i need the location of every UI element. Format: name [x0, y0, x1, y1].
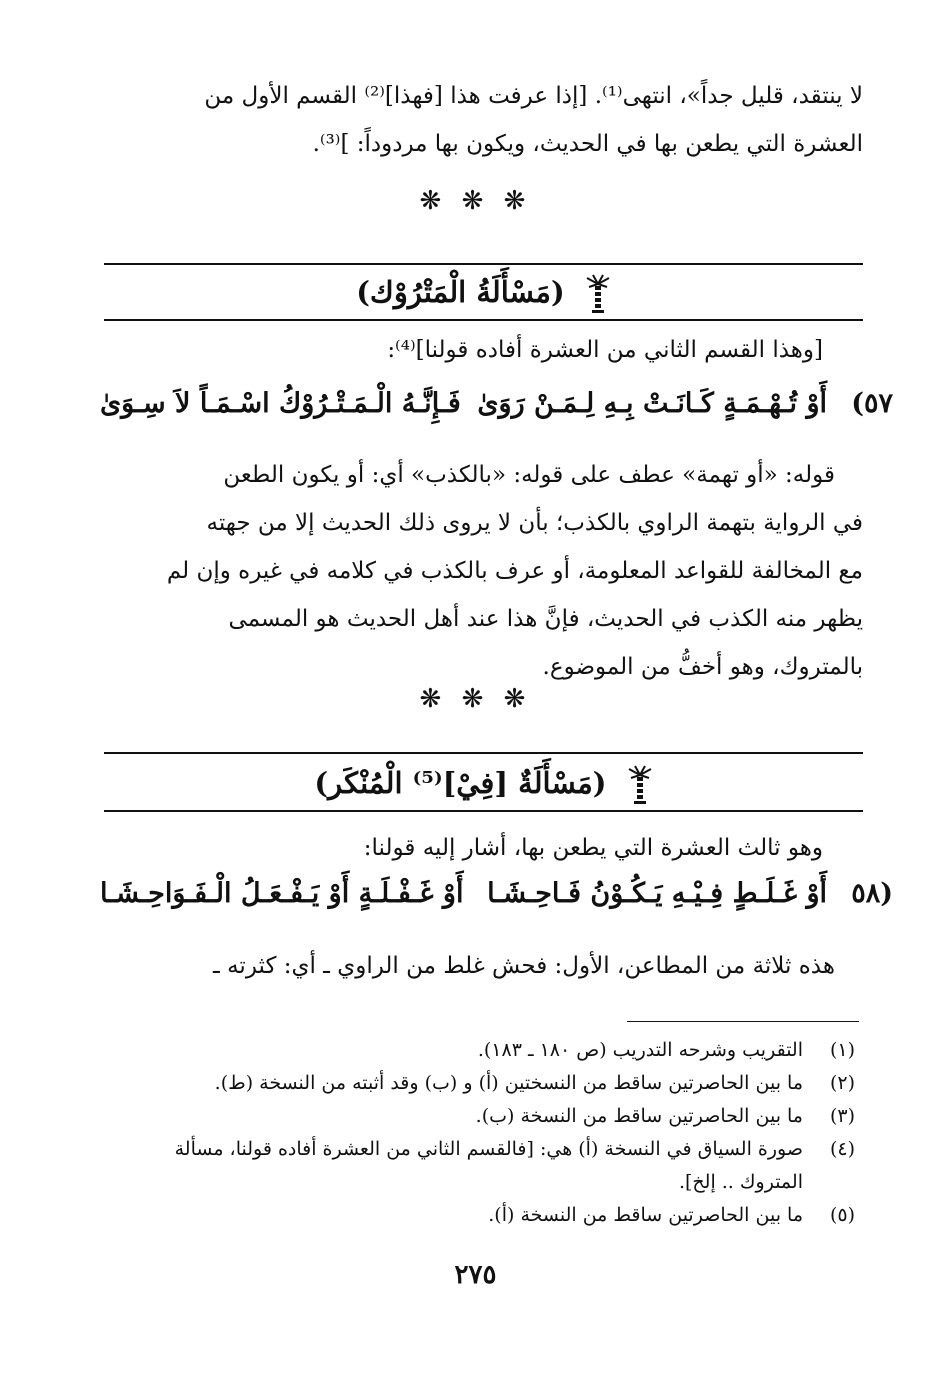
verse-58: [100, 878, 893, 922]
section-title: (مَسْأَلَةٌ [فِيْ]⁽⁵⁾ الْمُنْكَر): [314, 766, 607, 800]
top-paragraph: [100, 72, 863, 168]
footnote-item: [100, 1100, 855, 1133]
section-separator: ❋ ❋ ❋: [419, 186, 532, 216]
footnote-number: (١): [829, 1039, 855, 1061]
commentary-paragraph: [100, 451, 863, 691]
footnote-separator: [627, 1021, 859, 1022]
footnote-text: ما بين الحاصرتين ساقط من النسخة (ب).: [475, 1105, 803, 1127]
section-title: (مَسْأَلَةُ الْمَتْرُوْك): [356, 275, 565, 309]
footnote-number: (٤): [829, 1138, 855, 1160]
paragraph-line: مع المخالفة للقواعد المعلومة، أو عرف بالكذب في كلامه في غيره وإن لم: [166, 558, 863, 584]
verse-first-hemistich: أَوْ تُـهْـمَـةٍ كَـانَـتْ بِـهِ لِـمَـنْ رَوَىٰ: [477, 388, 827, 419]
footnote-text: صورة السياق في النسخة (أ) هي: [فالقسم الثاني من العشرة أفاده قولنا، مسألة: [174, 1138, 803, 1160]
verse-number: ٥٧): [851, 388, 893, 419]
paragraph-line: قوله: «أو تهمة» عطف على قوله: «بالكذب» أي: أو يكون الطعن: [223, 462, 835, 488]
section-intro: [وهذا القسم الثاني من العشرة أفاده قولنا]⁽⁴⁾:: [387, 337, 823, 363]
footnote-number: (٥): [829, 1204, 855, 1226]
verse-second-hemistich: أَوْ غَـفْـلَـةٍ أَوْ يَـفْـعَـلُ الْـفَـوَاحِـشَـا: [100, 878, 464, 909]
commentary-paragraph: [100, 942, 863, 990]
paragraph-line: العشرة التي يطعن بها في الحديث، ويكون بها مردوداً: ]⁽³⁾.: [312, 131, 863, 157]
footnotes-list: [100, 1034, 855, 1232]
section-intro: وهو ثالث العشرة التي يطعن بها، أشار إليه قولنا:: [363, 835, 823, 861]
paragraph-line: لا ينتقد، قليل جداً»، انتهى⁽¹⁾. [إذا عرفت هذا [فهذا]⁽²⁾ القسم الأول من: [204, 83, 863, 109]
paragraph-line: يظهر منه الكذب في الحديث، فإنَّ هذا عند أهل الحديث هو المسمى: [228, 606, 863, 632]
paragraph-line: هذه ثلاثة من المطاعن، الأول: فحش غلط من الراوي ـ أي: كثرته ـ: [213, 953, 835, 979]
footnote-number: (٣): [829, 1105, 855, 1127]
section-heading-munkar: [104, 763, 863, 803]
verse-number: (٥٨: [851, 878, 893, 909]
palm-ornament-icon: [585, 274, 611, 314]
section-heading-matruk: [104, 272, 863, 312]
verse-first-hemistich: أَوْ غَـلَـطٍ فِـيْـهِ يَـكُـوْنُ فَـاحِـشَـا: [487, 878, 827, 909]
page-number: ٢٧٥: [454, 1260, 497, 1290]
footnote-item: [100, 1133, 855, 1199]
heading-rule-top: [104, 263, 863, 265]
verse-second-hemistich: فَـإِنَّـهُ الْـمَـتْـرُوْكُ اسْـمَـاً لاَ سِـوَىٰ: [100, 388, 461, 419]
footnote-text: التقريب وشرحه التدريب (ص ١٨٠ ـ ١٨٣).: [477, 1039, 803, 1061]
palm-ornament-icon: [627, 765, 653, 805]
verse-57: [100, 388, 893, 432]
footnote-number: (٢): [829, 1072, 855, 1094]
paragraph-line: بالمتروك، وهو أخفُّ من الموضوع.: [542, 654, 863, 680]
footnote-text: ما بين الحاصرتين ساقط من النسخة (أ).: [488, 1204, 803, 1226]
footnote-item: [100, 1199, 855, 1232]
heading-rule-bottom: [104, 319, 863, 321]
footnote-text: ما بين الحاصرتين ساقط من النسختين (أ) و (ب) وقد أثبته من النسخة (ط).: [214, 1072, 803, 1094]
footnote-text: المتروك .. إلخ].: [678, 1171, 803, 1193]
footnote-item: [100, 1067, 855, 1100]
paragraph-line: في الرواية بتهمة الراوي بالكذب؛ بأن لا يروى ذلك الحديث إلا من جهته: [206, 510, 863, 536]
heading-rule-bottom: [104, 810, 863, 812]
section-separator: ❋ ❋ ❋: [419, 684, 532, 714]
heading-rule-top: [104, 752, 863, 754]
footnote-item: [100, 1034, 855, 1067]
